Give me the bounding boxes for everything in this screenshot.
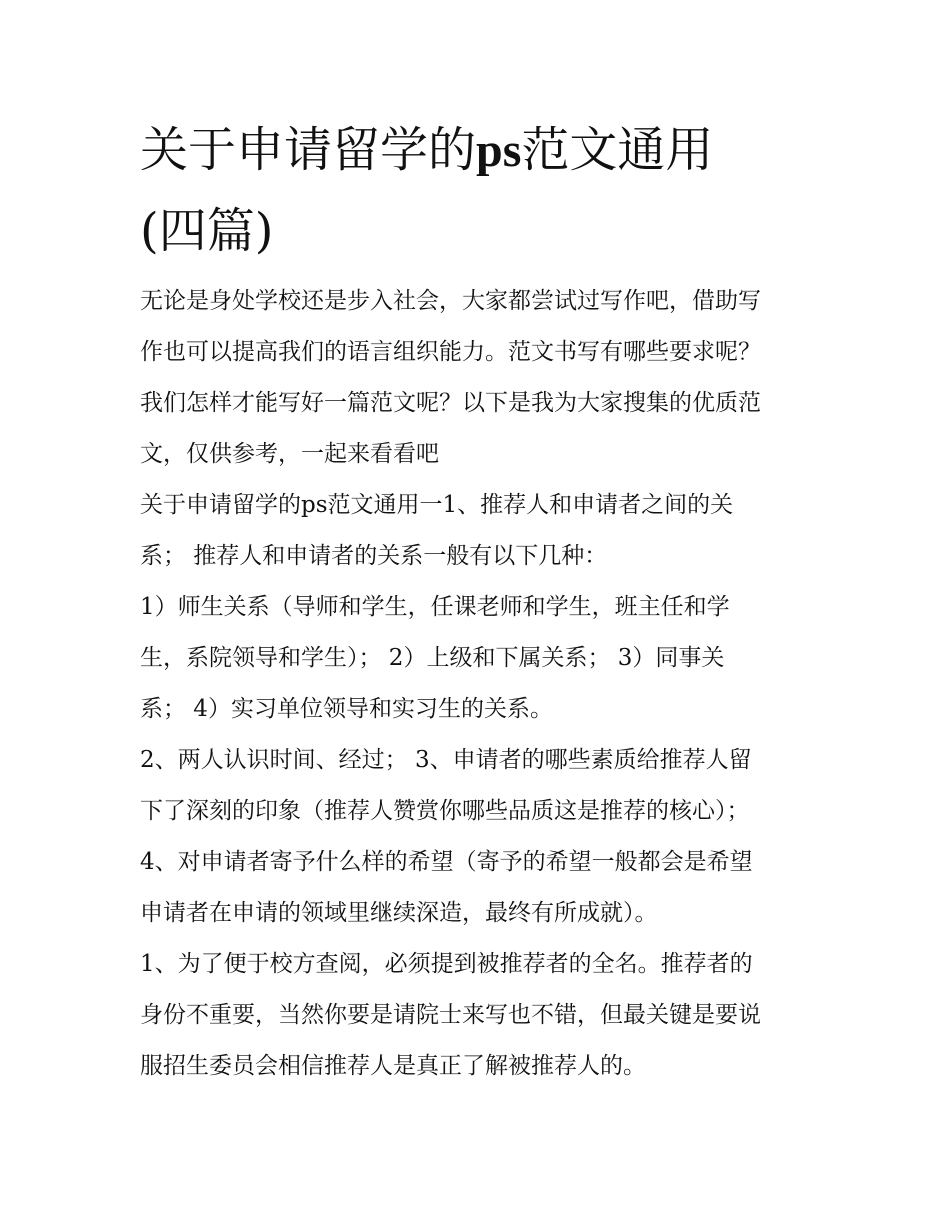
document-title: [140, 110, 820, 271]
text-line: 文，仅供参考，一起来看看吧: [140, 441, 439, 467]
text-line: 无论是身处学校还是步入社会，大家都尝试过写作吧，借助写: [140, 288, 761, 314]
text-line: 2、两人认识时间、经过； 3、申请者的哪些素质给推荐人留: [140, 747, 752, 773]
text-line: 4、对申请者寄予什么样的希望（寄予的希望一般都会是希望: [140, 849, 753, 875]
title-line-2: (四篇): [140, 203, 274, 259]
document-body: [140, 276, 820, 1092]
title-part-2: ps: [476, 124, 522, 177]
text-line: 身份不重要，当然你要是请院士来写也不错，但最关键是要说: [140, 1002, 761, 1028]
text-line: 下了深刻的印象（推荐人赞赏你哪些品质这是推荐的核心）；: [140, 798, 750, 824]
text-line: 系； 推荐人和申请者的关系一般有以下几种：: [140, 543, 608, 569]
title-part-3: 范文通用: [521, 122, 714, 178]
title-part-1: 关于申请留学的: [140, 122, 477, 178]
text-line: 我们怎样才能写好一篇范文呢？以下是我为大家搜集的优质范: [140, 390, 761, 416]
text-line: 1）师生关系（导师和学生，任课老师和学生，班主任和学: [140, 594, 730, 620]
text-line: 作也可以提高我们的语言组织能力。范文书写有哪些要求呢？: [140, 339, 761, 365]
text-line: 申请者在申请的领域里继续深造，最终有所成就）。: [140, 900, 658, 926]
text-line: 系； 4）实习单位领导和实习生的关系。: [140, 696, 553, 722]
text-line: 服招生委员会相信推荐人是真正了解被推荐人的。: [140, 1053, 646, 1079]
text-line: 1、为了便于校方查阅，必须提到被推荐者的全名。推荐者的: [140, 951, 753, 977]
text-line: 生，系院领导和学生）； 2）上级和下属关系； 3）同事关: [140, 645, 725, 671]
text-line: 关于申请留学的ps范文通用一1、推荐人和申请者之间的关: [140, 492, 734, 518]
